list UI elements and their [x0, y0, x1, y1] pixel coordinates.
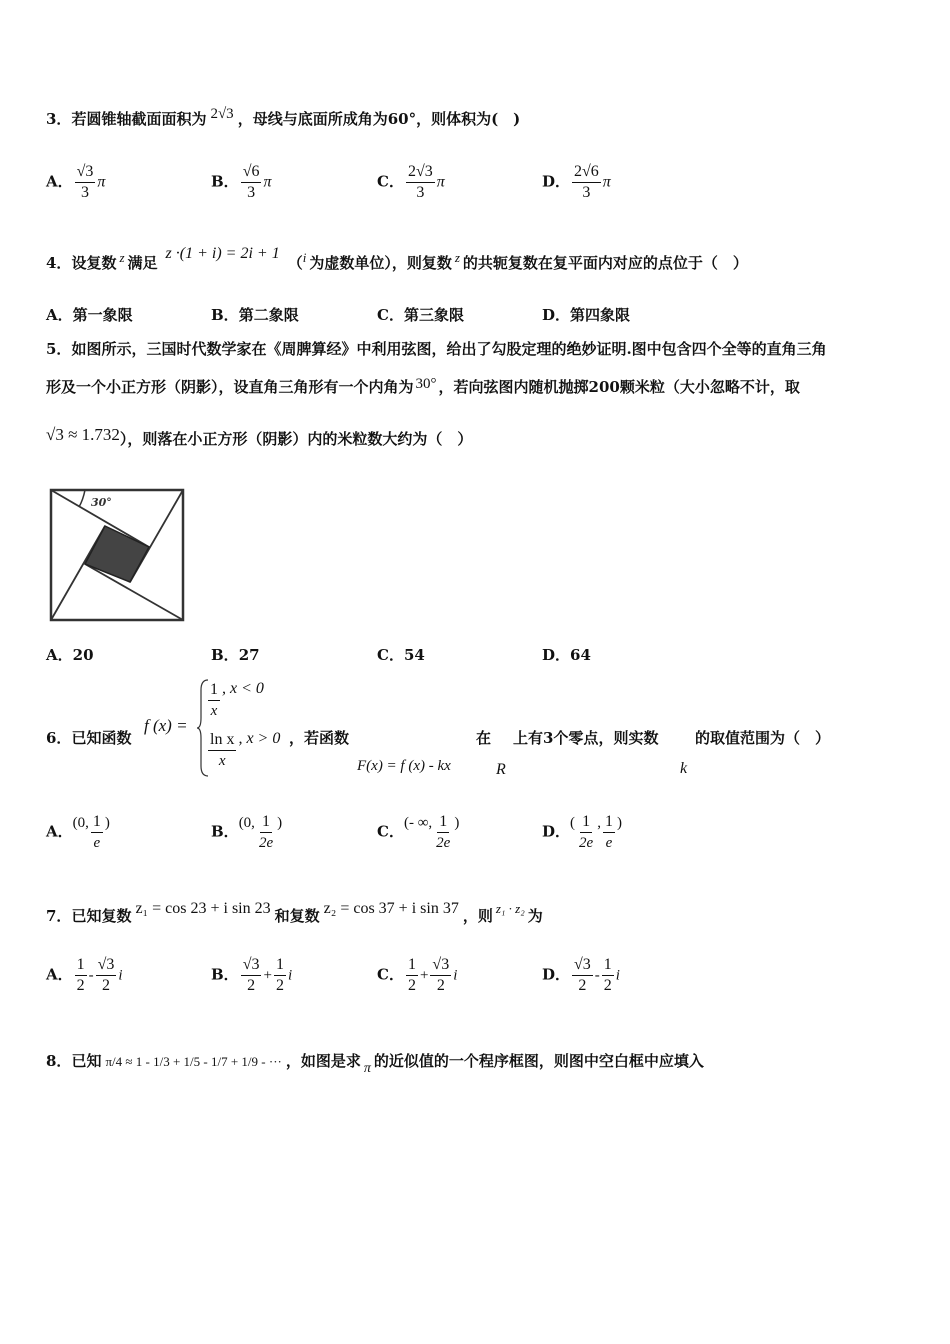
pythagorean-figure — [49, 488, 185, 622]
question-text: 若圆锥轴截面面积为 — [71, 110, 207, 128]
math-series: π/4 ≈ 1 - 1/3 + 1/5 - 1/7 + 1/9 - ··· — [105, 1054, 282, 1069]
q4-option-a[interactable]: A．第一象限 — [46, 306, 133, 324]
question-number: 4． — [46, 254, 72, 272]
math-k: k — [680, 760, 688, 777]
question-7: 7．已知复数 z₁ = cos 23 + i sin 23 和复数 z₂ = cos 37 + i sin 37 ，则 z₁ · z₂ 为 — [46, 900, 543, 925]
q5-option-b[interactable]: B．27 — [211, 646, 260, 664]
question-number: 8． — [46, 1052, 72, 1070]
q6-option-d[interactable]: D．( $\frac{1}{2e}$ , $\frac{1}{e}$ ) — [542, 813, 622, 851]
question-number: 3． — [46, 110, 72, 128]
q7-option-d[interactable]: D． $\frac{√3}{2}$ - $\frac{1}{2}$ i — [542, 956, 620, 994]
math-i: i — [302, 250, 307, 265]
q3-option-d[interactable]: D． $\frac{2√6}{3}$ π — [542, 163, 611, 201]
math-product: z₁ · z₂ — [495, 901, 525, 916]
q6-option-a[interactable]: A．(0, $\frac{1}{e}$ ) — [46, 813, 110, 851]
question-text: （ — [287, 254, 303, 272]
question-6: 6．已知函数 — [46, 729, 132, 747]
q3-option-a[interactable]: A． $\frac{√3}{3}$ π — [46, 163, 106, 201]
math-z: z — [119, 250, 125, 265]
q4-option-c[interactable]: C．第三象限 — [377, 306, 464, 324]
piece-2: $\frac{\text{ln x}}{x}$ , x > 0 — [210, 730, 281, 769]
fraction: $\frac{√6}{3}$ — [242, 163, 260, 201]
math-R: R — [496, 761, 506, 778]
q4-option-d[interactable]: D．第四象限 — [542, 306, 631, 324]
q6-option-b[interactable]: B．(0, $\frac{1}{2e}$ ) — [211, 813, 283, 851]
question-8: 8．已知 π/4 ≈ 1 - 1/3 + 1/5 - 1/7 + 1/9 - ··· ，如图是求 π 的近似值的一个程序框图，则图中空白框中应填入 — [46, 1052, 704, 1076]
question-5-line-1: 5．如图所示，三国时代数学家在《周脾算经》中利用弦图，给出了勾股定理的绝妙证明.图中包含四个全等的直角三角 — [46, 340, 827, 358]
angle-label: 30° — [91, 496, 112, 509]
option-label: A． — [46, 172, 73, 191]
fraction: $\frac{√3}{3}$ — [76, 163, 94, 201]
question-text: ，母线与底面所成角为60°，则体积为( ) — [237, 110, 521, 128]
fraction: $\frac{2√3}{3}$ — [407, 163, 433, 201]
question-4 — [46, 245, 748, 273]
option-label: B． — [211, 172, 239, 191]
question-5-line-2: 形及一个小正方形（阴影），设直角三角形有一个内角为 30° ，若向弦图内随机抛掷200颗米粒（大小忽略不计，取 — [46, 376, 800, 396]
math-fx: f (x) = — [144, 716, 188, 735]
question-5-line-3: √3 ≈ 1.732），则落在小正方形（阴影）内的米粒数大约为（ ） — [46, 425, 473, 448]
q4-option-b[interactable]: B．第二象限 — [211, 306, 299, 324]
math-angle: 30° — [415, 376, 437, 392]
piece-1: $\frac{1}{x}$ , x < 0 — [210, 680, 264, 719]
math-area: 2√3 — [210, 106, 234, 122]
q7-option-c[interactable]: C． $\frac{1}{2}$ + $\frac{√3}{2}$ i — [377, 956, 458, 994]
option-label: D． — [542, 172, 571, 191]
math-Fx: F(x) = f (x) - kx — [357, 758, 451, 774]
q7-option-a[interactable]: A． $\frac{1}{2}$ - $\frac{√3}{2}$ i — [46, 956, 123, 994]
question-text: 为虚数单位），则复数 — [309, 254, 452, 272]
q7-option-b[interactable]: B． $\frac{√3}{2}$ + $\frac{1}{2}$ i — [211, 956, 293, 994]
q3-option-c[interactable]: C． $\frac{2√3}{3}$ π — [377, 163, 445, 201]
q6-option-c[interactable]: C．(- ∞, $\frac{1}{2e}$ ) — [377, 813, 460, 851]
question-number: 5． — [46, 340, 72, 358]
q3-option-b[interactable]: B． $\frac{√6}{3}$ π — [211, 163, 272, 201]
question-3 — [46, 108, 520, 129]
math-pi: π — [363, 1061, 371, 1076]
math-z1: z₁ = cos 23 + i sin 23 — [135, 900, 271, 917]
question-number: 7． — [46, 907, 72, 925]
q5-option-d[interactable]: D．64 — [542, 646, 591, 664]
question-text: 满足 — [127, 254, 158, 272]
question-text: 设复数 — [71, 254, 117, 272]
fraction: $\frac{2√6}{3}$ — [574, 163, 599, 201]
math-z2: z₂ = cos 37 + i sin 37 — [323, 900, 459, 917]
question-number: 6． — [46, 729, 72, 747]
option-label: C． — [377, 172, 404, 191]
math-equation: z ·(1 + i) = 2i + 1 — [165, 245, 280, 262]
q5-option-a[interactable]: A．20 — [46, 646, 94, 664]
q5-option-c[interactable]: C．54 — [377, 646, 425, 664]
math-z: z — [454, 250, 460, 265]
question-text: 的共轭复数在复平面内对应的点位于（ ） — [462, 254, 748, 272]
math-approx: √3 ≈ 1.732 — [46, 425, 120, 444]
